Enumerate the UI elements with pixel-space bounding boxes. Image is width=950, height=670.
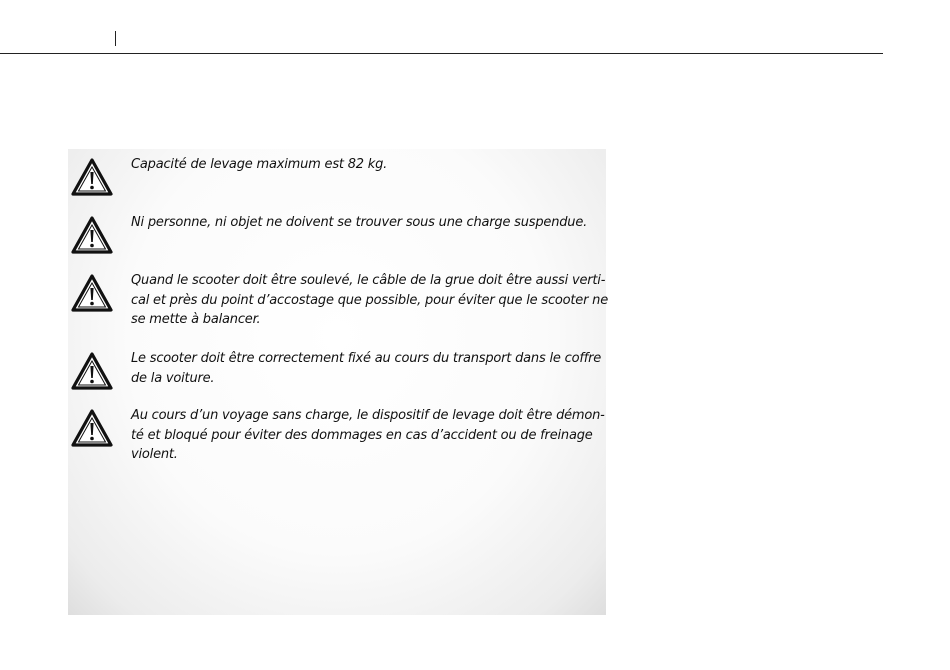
warning-triangle-icon (71, 216, 113, 254)
header-rule (0, 53, 883, 54)
warning-panel (68, 149, 609, 615)
warning-text: Ni personne, ni objet ne doivent se trouver sous une charge suspendue. (131, 215, 588, 230)
warning-triangle-icon (71, 274, 113, 312)
warning-text: Le scooter doit être correctement fixé au cours du transport dans le coffre de la voiture. (131, 351, 602, 386)
warning-text: Capacité de levage maximum est 82 kg. (131, 157, 388, 172)
warning-text: Au cours d’un voyage sans charge, le dispositif de levage doit être démon- té et bloqué pour éviter des dommages en cas d’accident ou de freinage violent. (131, 408, 605, 462)
warning-text: Quand le scooter doit être soulevé, le câble de la grue doit être aussi verti- cal et près du point d’accostage que possible, pour éviter que le scooter ne se mette à balancer. (131, 273, 609, 327)
warning-triangle-icon (71, 352, 113, 390)
header-tick-mark (115, 31, 116, 46)
warning-triangle-icon (71, 409, 113, 447)
warning-triangle-icon (71, 158, 113, 196)
